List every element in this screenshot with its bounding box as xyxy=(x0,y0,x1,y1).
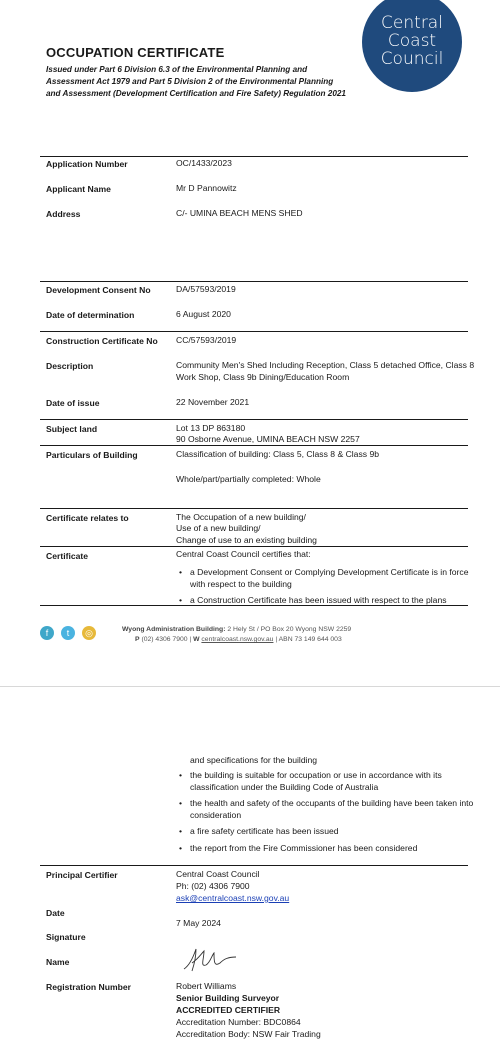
address-label: Address xyxy=(46,209,81,219)
logo-line-2: Coast xyxy=(387,31,437,51)
divider xyxy=(40,546,468,547)
logo-line-3: Council xyxy=(380,49,444,69)
description-value: Community Men's Shed Including Reception, Class 5 detached Office, Class 8 Work Shop, Class 9b Dining/Education Room xyxy=(176,360,475,382)
certificate-bullet: • the health and safety of the occupants of the building have been taken into consideration xyxy=(176,798,476,821)
certificate-bullet: • a fire safety certificate has been issued xyxy=(176,826,476,838)
registration-label: Registration Number xyxy=(46,982,131,992)
divider xyxy=(40,865,468,866)
certifier-name: Robert Williams xyxy=(176,981,237,991)
principal-certifier-label: Principal Certifier xyxy=(46,870,118,880)
footer-office-label: Wyong Administration Building: xyxy=(122,626,226,633)
date-of-issue-label: Date of issue xyxy=(46,398,100,408)
principal-certifier-phone: Ph: (02) 4306 7900 xyxy=(176,881,250,891)
name-label: Name xyxy=(46,957,70,967)
date-of-determination-label: Date of determination xyxy=(46,310,135,320)
subject-land-label: Subject land xyxy=(46,424,98,434)
date-of-determination-value: 6 August 2020 xyxy=(176,309,231,319)
date-label: Date xyxy=(46,908,65,918)
footer-office-address: 2 Hely St / PO Box 20 Wyong NSW 2259 xyxy=(227,626,352,633)
signature-image xyxy=(180,945,240,975)
certificate-bullet: • the building is suitable for occupation or use in accordance with its classification under the Building Code of Australia xyxy=(176,770,476,793)
footer-address-line xyxy=(122,625,351,634)
facebook-icon[interactable]: f xyxy=(40,626,54,640)
certificate-bullet: • a Development Consent or Complying Development Certificate is in force with respect to the building xyxy=(176,567,476,590)
subject-land-line-1: Lot 13 DP 863180 xyxy=(176,423,246,433)
certificate-bullet: • the report from the Fire Commissioner has been considered xyxy=(176,843,476,855)
date-of-issue-value: 22 November 2021 xyxy=(176,397,250,407)
application-number-value: OC/1433/2023 xyxy=(176,158,232,168)
certifier-role: Senior Building Surveyor xyxy=(176,993,280,1003)
footer-phone: (02) 4306 7900 xyxy=(141,636,188,643)
certifier-accreditation-title: ACCREDITED CERTIFIER xyxy=(176,1005,281,1015)
divider xyxy=(40,419,468,420)
certificate-bullet-continued: and specifications for the building xyxy=(190,755,318,765)
development-consent-value: DA/57593/2019 xyxy=(176,284,236,294)
footer-web-link[interactable]: centralcoast.nsw.gov.au xyxy=(201,636,274,643)
twitter-icon[interactable]: t xyxy=(61,626,75,640)
particulars-line-2: Whole/part/partially completed: Whole xyxy=(176,474,321,484)
certificate-intro: Central Coast Council certifies that: xyxy=(176,549,311,559)
relates-to-label: Certificate relates to xyxy=(46,513,129,523)
footer-contact-line: P (02) 4306 7900 | W centralcoast.nsw.gov.au | ABN 73 149 644 003 xyxy=(135,636,342,643)
divider xyxy=(40,331,468,332)
accreditation-number: Accreditation Number: BDC0864 xyxy=(176,1017,301,1027)
page-title: OCCUPATION CERTIFICATE xyxy=(46,45,225,60)
footer-web-label: W xyxy=(193,636,200,643)
relates-to-line-3: Change of use to an existing building xyxy=(176,535,317,545)
application-number-label: Application Number xyxy=(46,159,128,169)
applicant-name-label: Applicant Name xyxy=(46,184,111,194)
page-break xyxy=(0,686,500,687)
description-label: Description xyxy=(46,361,94,371)
divider xyxy=(40,156,468,157)
subject-land-line-2: 90 Osborne Avenue, UMINA BEACH NSW 2257 xyxy=(176,434,360,444)
construction-certificate-label: Construction Certificate No xyxy=(46,336,158,346)
signature-label: Signature xyxy=(46,932,86,942)
council-logo xyxy=(362,0,462,92)
certificate-label: Certificate xyxy=(46,551,89,561)
accreditation-body: Accreditation Body: NSW Fair Trading xyxy=(176,1029,321,1039)
principal-certifier-email-row xyxy=(176,893,476,905)
principal-certifier-line-1: Central Coast Council xyxy=(176,869,260,879)
particulars-line-1: Classification of building: Class 5, Class 8 & Class 9b xyxy=(176,449,379,459)
development-consent-label: Development Consent No xyxy=(46,285,151,295)
divider xyxy=(40,605,468,606)
divider xyxy=(40,281,468,282)
divider xyxy=(40,445,468,446)
construction-certificate-value: CC/57593/2019 xyxy=(176,335,237,345)
relates-to-line-1: The Occupation of a new building/ xyxy=(176,512,306,522)
logo-line-1: Central xyxy=(381,13,443,33)
instagram-icon[interactable]: ◎ xyxy=(82,626,96,640)
principal-certifier-email-link[interactable]: ask@centralcoast.nsw.gov.au xyxy=(176,893,290,903)
footer-abn: ABN 73 149 644 003 xyxy=(278,636,342,643)
footer-phone-label: P xyxy=(135,636,140,643)
page-subtitle: Issued under Part 6 Division 6.3 of the Environmental Planning and Assessment Act 1979 and Part 5 Division 2 of the Environmental Planning and Assessment (Development Certification and Fire Safety) Regulation 2021 xyxy=(46,65,346,98)
certificate-bullet: • a Construction Certificate has been issued with respect to the plans xyxy=(176,595,476,607)
date-value: 7 May 2024 xyxy=(176,918,221,928)
applicant-name-value: Mr D Pannowitz xyxy=(176,183,237,193)
particulars-label: Particulars of Building xyxy=(46,450,138,460)
relates-to-line-2: Use of a new building/ xyxy=(176,523,261,533)
address-value: C/- UMINA BEACH MENS SHED xyxy=(176,208,303,218)
divider xyxy=(40,508,468,509)
